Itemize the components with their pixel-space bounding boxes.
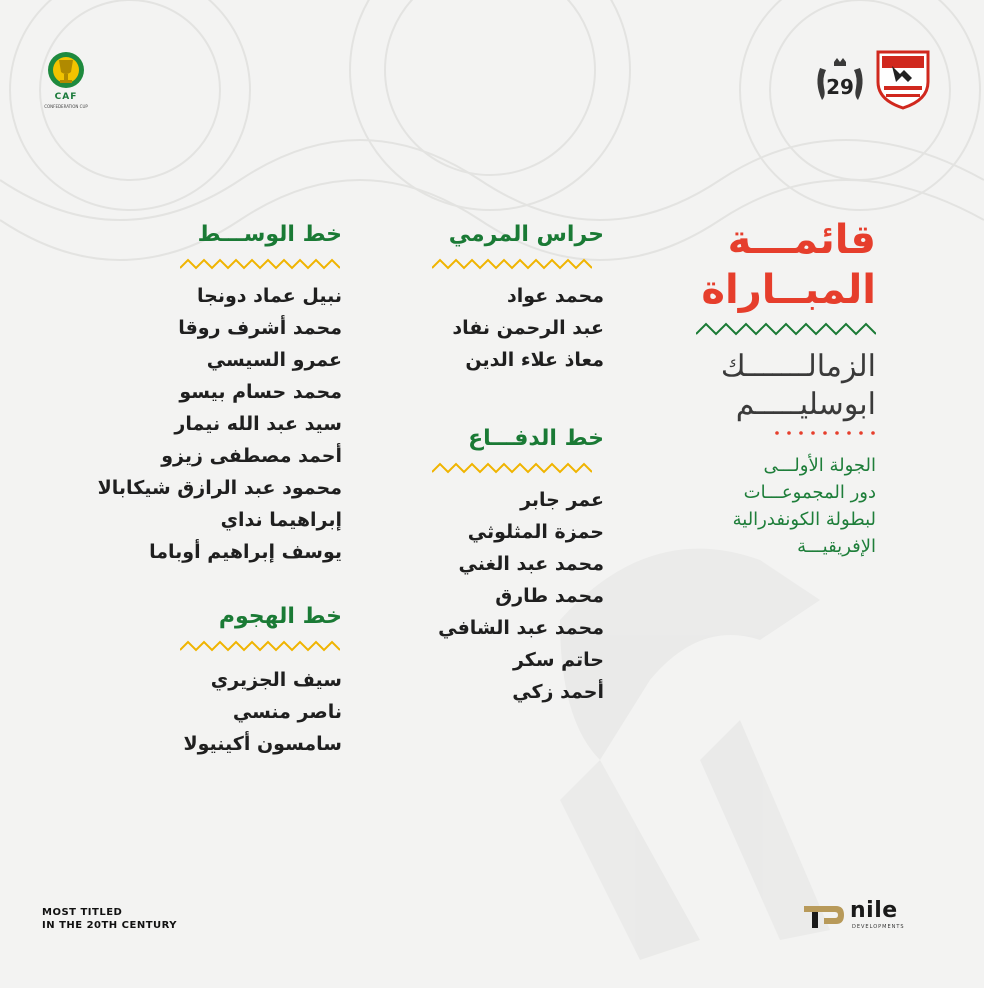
player-name: حمزة المثلوثي [467, 521, 604, 543]
attackers-list [183, 664, 342, 760]
sponsor-subtitle: DEVELOPMENTS [852, 924, 905, 930]
player-name: أحمد مصطفى زيزو [161, 445, 342, 467]
trophy-icon [38, 48, 94, 92]
player-name: محمد أشرف روقا [178, 317, 342, 339]
player-name: محمد عبد الغني [458, 553, 604, 575]
sponsor-logo [800, 898, 924, 932]
nile-mark-icon [800, 898, 846, 932]
green-zigzag-divider [696, 322, 876, 336]
goalkeepers-list [452, 280, 604, 376]
goalkeepers-title: حراس المرمي [448, 222, 604, 247]
defenders-title: خط الدفـــاع [468, 426, 604, 451]
title-line-2: المبــاراة [701, 267, 876, 313]
round-info-line-4: الإفريقيـــة [797, 536, 876, 557]
match-teams [721, 348, 876, 424]
caf-confederation-cup-logo [38, 48, 94, 114]
round-info-line-3: لبطولة الكونفدرالية [732, 509, 876, 530]
titles-laurel-badge [812, 58, 868, 108]
player-name: ناصر منسي [232, 701, 342, 723]
player-name: أحمد زكي [512, 681, 604, 703]
yellow-zigzag-divider [432, 258, 592, 270]
player-name: سامسون أكينيولا [183, 733, 342, 755]
yellow-zigzag-divider [180, 258, 340, 270]
player-name: محمود عبد الرازق شيكابالا [97, 477, 342, 499]
round-info-line-1: الجولة الأولـــى [763, 455, 876, 476]
caf-text: CAF [54, 92, 78, 102]
motto-line-1: MOST TITLED [42, 907, 123, 918]
player-name: إبراهيما نداي [220, 509, 342, 531]
away-team: ابوسليـــــم [735, 387, 876, 422]
player-name: نبيل عماد دونجا [197, 285, 342, 307]
title-line-1: قائمـــة [727, 217, 876, 263]
sponsor-name: nile [850, 898, 898, 923]
round-info-line-2: دور المجموعـــات [743, 482, 876, 503]
player-name: عبد الرحمن نفاد [452, 317, 604, 339]
yellow-zigzag-divider [180, 640, 340, 652]
attackers-title: خط الهجوم [218, 604, 342, 629]
yellow-zigzag-divider [432, 462, 592, 474]
player-name: عمر جابر [520, 489, 604, 511]
player-name: محمد حسام بيسو [179, 381, 342, 403]
defenders-list [438, 484, 604, 708]
club-motto [42, 906, 177, 932]
midfielders-title: خط الوســـط [197, 222, 342, 247]
midfielders-list [98, 280, 342, 568]
player-name: سيف الجزيري [210, 669, 342, 691]
zamalek-club-logo [874, 48, 932, 110]
home-team: الزمالـــــــك [720, 349, 876, 384]
player-name: محمد عواد [507, 285, 604, 307]
caf-subtitle: CONFEDERATION CUP [44, 104, 88, 109]
player-name: حاتم سكر [512, 649, 604, 671]
player-name: سيد عبد الله نيمار [174, 413, 342, 435]
motto-line-2: IN THE 20TH CENTURY [42, 920, 178, 931]
player-name: معاذ علاء الدين [465, 349, 604, 371]
player-name: عمرو السيسي [206, 349, 342, 371]
round-info [733, 452, 876, 560]
titles-number: 29 [826, 75, 854, 99]
red-dotted-divider [774, 430, 876, 436]
player-name: محمد طارق [495, 585, 604, 607]
player-name: يوسف إبراهيم أوباما [149, 541, 342, 563]
player-name: محمد عبد الشافي [438, 617, 604, 639]
